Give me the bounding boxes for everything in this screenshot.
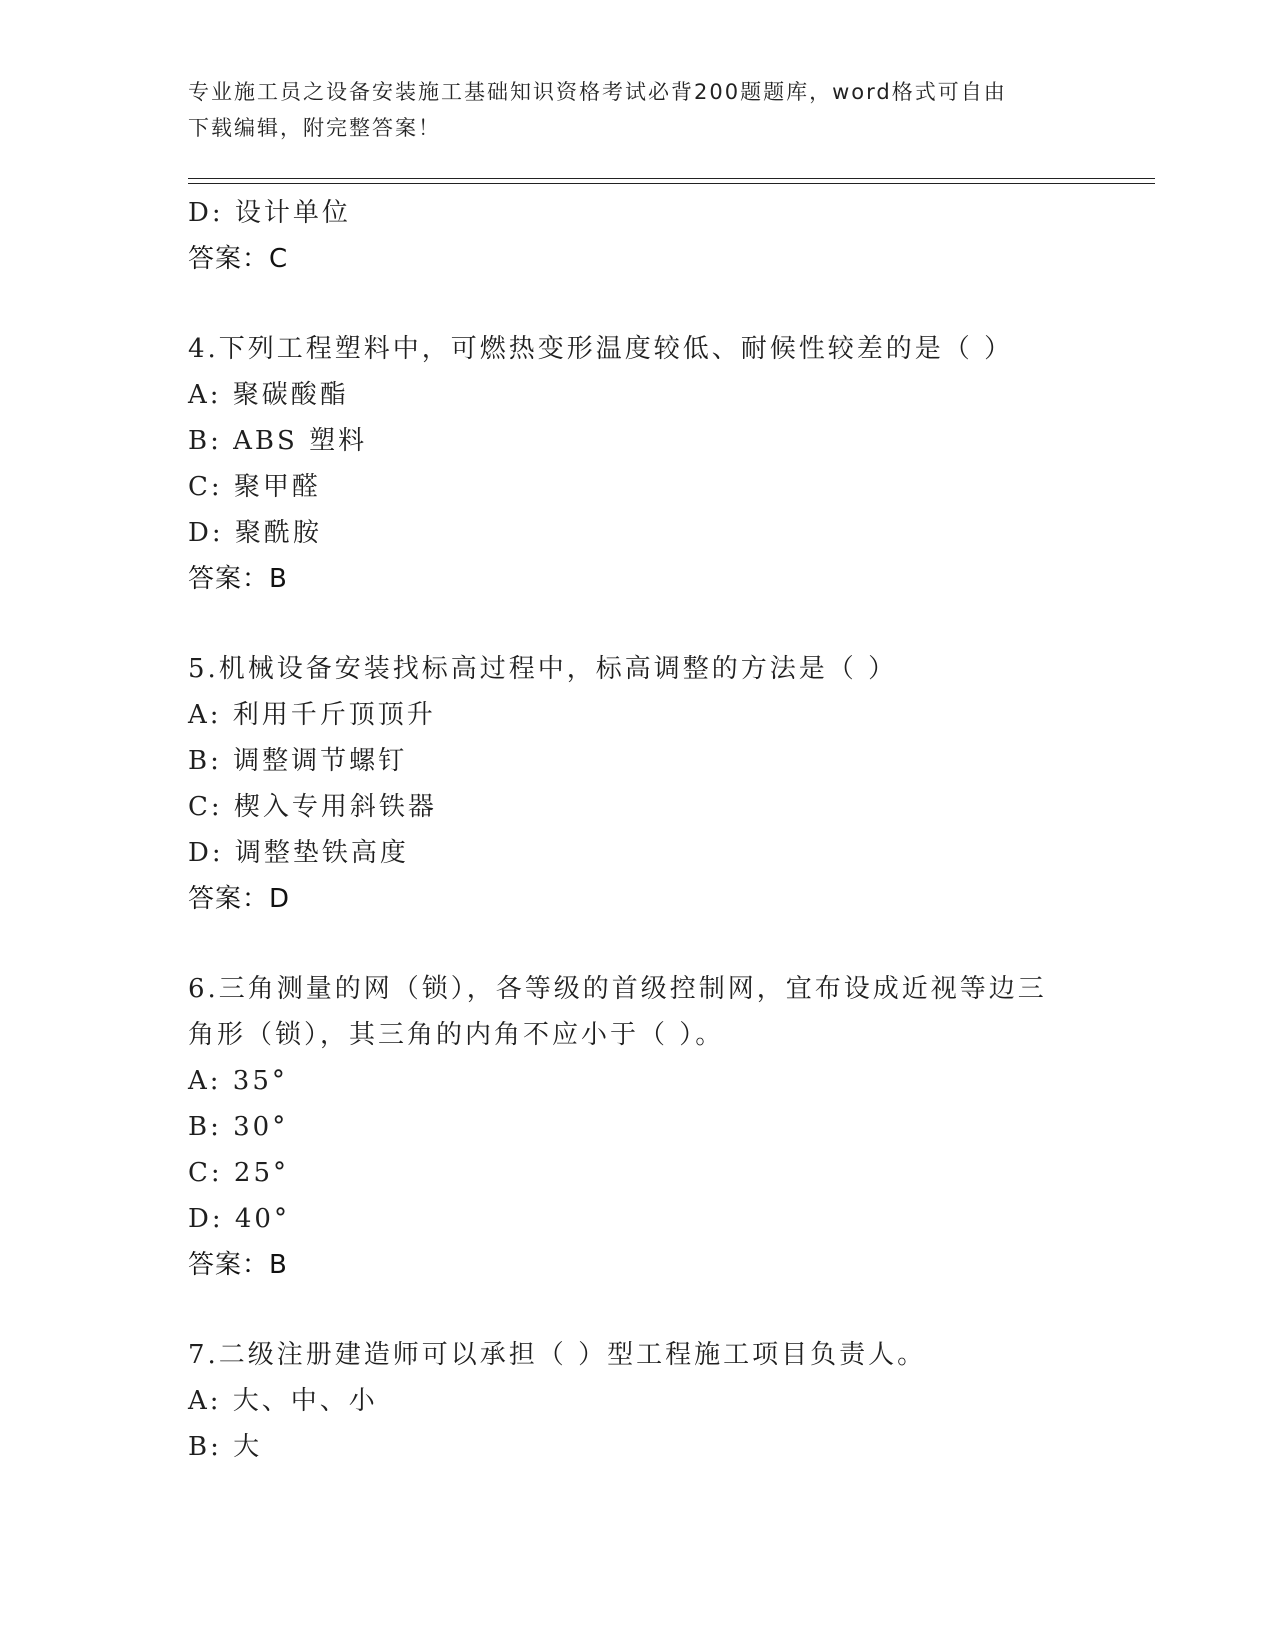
spacer bbox=[188, 282, 1088, 326]
question-stem bbox=[188, 966, 1088, 1058]
question-stem: 7.二级注册建造师可以承担（ ）型工程施工项目负责人。 bbox=[188, 1340, 927, 1370]
spacer bbox=[188, 922, 1088, 966]
question-stem-line-1: 6.三角测量的网（锁），各等级的首级控制网，宜布设成近视等边三 bbox=[188, 974, 1047, 1004]
answer-line: 答案：D bbox=[188, 884, 291, 914]
question-stem: 5.机械设备安装找标高过程中，标高调整的方法是（ ） bbox=[188, 654, 898, 684]
header-line-1: 专业施工员之设备安装施工基础知识资格考试必背200题题库，word格式可自由 bbox=[188, 80, 1007, 104]
question-stem: 4.下列工程塑料中，可燃热变形温度较低、耐候性较差的是（ ） bbox=[188, 334, 1014, 364]
option-c: C: 25° bbox=[188, 1158, 290, 1188]
option-c: C: 楔入专用斜铁器 bbox=[188, 792, 437, 822]
spacer bbox=[188, 602, 1088, 646]
answer-line: 答案：C bbox=[188, 244, 289, 274]
option-c: C: 聚甲醛 bbox=[188, 472, 321, 502]
option-a: A: 聚碳酸酯 bbox=[188, 380, 349, 410]
option-a: A: 35° bbox=[188, 1066, 288, 1096]
option-d: D: 40° bbox=[188, 1204, 290, 1234]
header-line-2: 下载编辑，附完整答案！ bbox=[188, 116, 441, 140]
spacer bbox=[188, 1288, 1088, 1332]
header-divider-bottom bbox=[188, 183, 1155, 184]
question-stem-line-2: 角形（锁），其三角的内角不应小于（ ）。 bbox=[188, 1020, 725, 1050]
option-b: B: 大 bbox=[188, 1432, 263, 1462]
option-d: D: 聚酰胺 bbox=[188, 518, 322, 548]
question-list bbox=[188, 190, 1088, 1470]
answer-line: 答案：B bbox=[188, 564, 288, 594]
option-a: A: 利用千斤顶顶升 bbox=[188, 700, 436, 730]
option-a: A: 大、中、小 bbox=[188, 1386, 378, 1416]
document-header bbox=[188, 74, 1088, 146]
option-d: D: 调整垫铁高度 bbox=[188, 838, 409, 868]
option-d: D: 设计单位 bbox=[188, 198, 351, 228]
header-divider-top bbox=[188, 178, 1155, 179]
answer-line: 答案：B bbox=[188, 1250, 288, 1280]
option-b: B: 调整调节螺钉 bbox=[188, 746, 408, 776]
option-b: B: ABS 塑料 bbox=[188, 426, 368, 456]
option-b: B: 30° bbox=[188, 1112, 289, 1142]
